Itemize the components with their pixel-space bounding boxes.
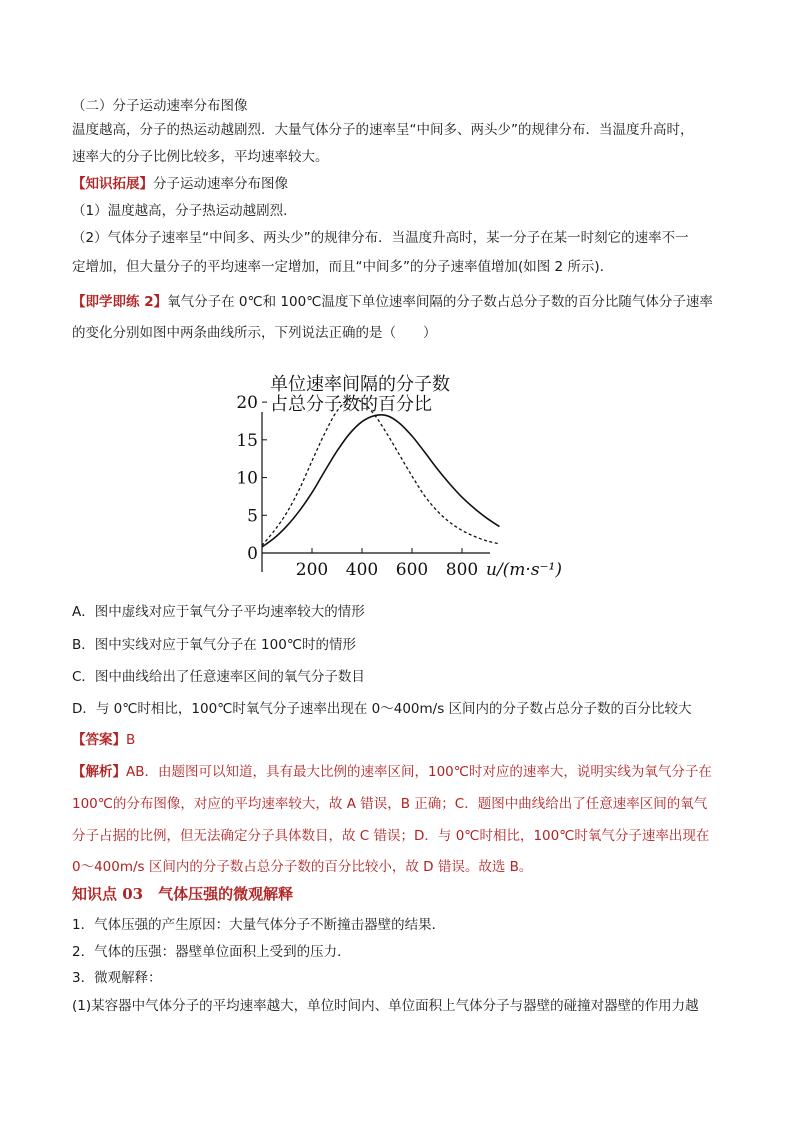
analysis-line-4: 0～400m/s 区间内的分子数占总分子数的百分比较小，故 D 错误。故选 B。 — [72, 859, 533, 875]
x-tick-label: 400 — [345, 560, 379, 580]
practice-line-1 — [72, 292, 713, 312]
option-d: D．与 0℃时相比，100℃时氧气分子速率出现在 0～400m/s 区间内的分子数占总分子数的百分比较大 — [72, 701, 692, 717]
answer-value: B — [126, 732, 136, 748]
knowledge-title: 分子运动速率分布图像 — [153, 176, 288, 192]
analysis-line-2: 100℃的分布图像，对应的平均速率较大，故 A 错误，B 正确；C．题图中曲线给出了任意速率区间的氧气 — [72, 796, 708, 812]
kp03-item-1: 1．气体压强的产生原因：大量气体分子不断撞击器壁的结果． — [72, 917, 446, 933]
series-line-dashed — [262, 399, 500, 546]
speed-distribution-chart — [236, 360, 580, 590]
y-tick-label: 10 — [236, 468, 258, 489]
x-tick-label: 800 — [445, 560, 479, 580]
kp03-item-4: (1)某容器中气体分子的平均速率越大，单位时间内、单位面积上气体分子与器壁的碰撞对器壁的作用力越 — [72, 998, 699, 1014]
knowledge-item-1: （1）温度越高，分子热运动越剧烈． — [72, 203, 297, 219]
section-title: （二）分子运动速率分布图像 — [72, 98, 248, 114]
knowledge-header — [72, 174, 288, 194]
kp03-item-2: 2．气体的压强：器壁单位面积上受到的压力． — [72, 944, 351, 960]
practice-line-2: 的变化分别如图中两条曲线所示，下列说法正确的是（ ） — [72, 325, 437, 341]
knowledge-item-2-line-2: 定增加，但大量分子的平均速率一定增加，而且“中间多”的分子速率值增加(如图 2 所示)． — [72, 259, 614, 275]
analysis-text-1: AB．由题图可以知道，具有最大比例的速率区间，100℃时对应的速率大，说明实线为氧气分子在 — [126, 764, 712, 780]
y-tick-label: 0 — [247, 544, 258, 564]
option-b: B．图中实线对应于氧气分子在 100℃时的情形 — [72, 637, 356, 653]
x-axis-label: u/(m·s⁻¹) — [486, 560, 562, 580]
y-tick-label: 5 — [247, 506, 258, 527]
answer-line — [72, 730, 135, 750]
series-line-solid — [262, 415, 500, 547]
practice-text-1: 氧气分子在 0℃和 100℃温度下单位速率间隔的分子数占总分子数的百分比随气体分子速率 — [167, 294, 713, 310]
knowledge-tag: 【知识拓展】 — [72, 176, 153, 192]
kp03-item-3: 3．微观解释： — [72, 970, 162, 986]
analysis-line-3: 分子占据的比例，但无法确定分子具体数目，故 C 错误；D．与 0℃时相比，100℃时氧气分子速率出现在 — [72, 828, 710, 844]
practice-tag: 【即学即练 2】 — [72, 294, 168, 310]
analysis-line-1 — [72, 762, 712, 782]
y-tick-label: 20 — [236, 393, 258, 414]
knowledge-item-2-line-1: （2）气体分子速率呈“中间多、两头少”的规律分布．当温度升高时，某一分子在某一时刻它的速率不一 — [72, 230, 689, 246]
x-tick-label: 200 — [295, 560, 329, 580]
intro-line-2: 速率大的分子比例比较多，平均速率较大。 — [72, 149, 329, 165]
chart-title-line-1: 单位速率间隔的分子数 — [270, 374, 450, 395]
y-tick-label: 15 — [236, 430, 258, 451]
analysis-tag: 【解析】 — [72, 764, 126, 780]
chart-title-line-2: 占总分子数的百分比 — [270, 394, 432, 415]
answer-tag: 【答案】 — [72, 732, 126, 748]
kp03-title: 知识点 03 气体压强的微观解释 — [72, 885, 294, 903]
intro-line-1: 温度越高，分子的热运动越剧烈．大量气体分子的速率呈“中间多、两头少”的规律分布．当温度升高时， — [72, 122, 694, 138]
x-tick-label: 600 — [395, 560, 429, 580]
option-c: C．图中曲线给出了任意速率区间的氧气分子数目 — [72, 669, 365, 685]
option-a: A．图中虚线对应于氧气分子平均速率较大的情形 — [72, 604, 365, 620]
